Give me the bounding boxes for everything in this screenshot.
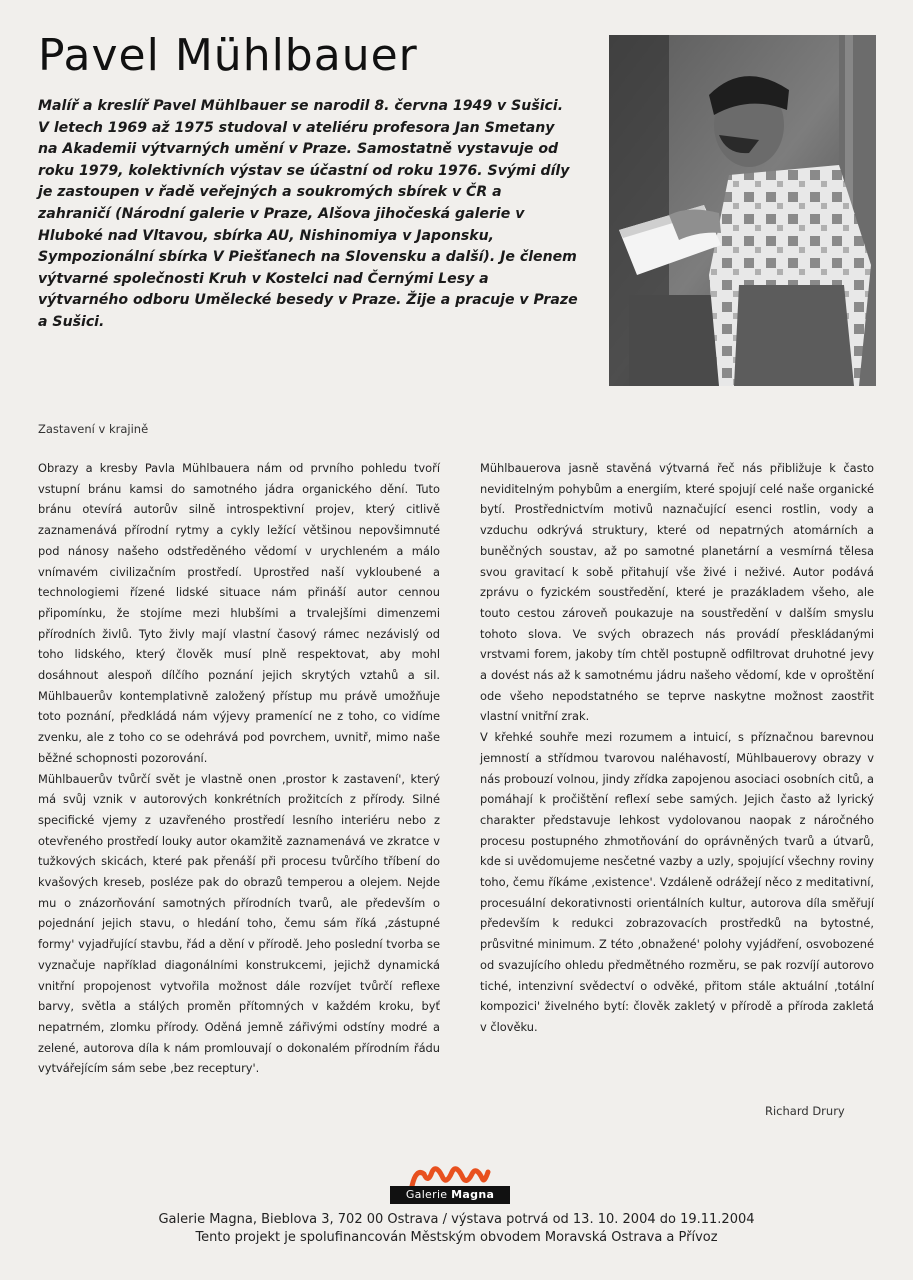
essay-paragraph: Mühlbauerova jasně stavěná výtvarná řeč nás přibližuje k často neviditelným pohybům a energiím, které spojují celé naše organické bytí. Prostřednictvím motivů naznačující esenci rostlin, vody a vzduchu odkrývá struktury, které od nepatrných atomárních a buněčných soustav, až po samotné planetární a vesmírná tělesa svou gravitací k sobě přitahují vše živé i neživé. Autor podává zprávu o fyzickém soustředění, které je prazákladem všeho, ale touto cestou zároveň poukazuje na soustředění v dalším smyslu tohoto slova. Ve svých obrazech nás provádí přeskládanými vrstvami forem, jakoby tím chtěl postupně odfiltrovat druhotné jevy a dovést nás až k samotnému jádru našeho vědomí, kde v oproštění ode všeho nepodstatného se teprve naskytne možnost zaostřit vlastní vnitřní zrak. [480,461,874,724]
logo-name: Magna [451,1188,495,1201]
footer-funding-note: Tento projekt je spolufinancován Městským obvodem Moravská Ostrava a Přívoz [195,1230,718,1245]
essay-author-signature: Richard Drury [765,1104,845,1118]
essay-paragraph: V křehké souhře mezi rozumem a intuicí, s příznačnou barevnou jemností a střídmou tvarovou naléhavostí, Mühlbauerovy obrazy v nás probouzí volnou, jindy zřídka zapojenou asociaci osobních citů, a pomáhají k pročištění reflexí sebe samých. Jejich často až lyrický charakter představuje lehkost vydolovanou naopak z náročného procesu postupného zhmotňování do oprávněných tvarů a útvarů, kde si uvědomujeme nesčetné vazby a uzly, spojující všechny roviny toho, čemu říkáme ‚existence'. Vzdáleně odrážejí něco z meditativní, procesuální dekorativnosti orientálních kultur, autorova díla směřují především k redukci zobrazovacích prostředků na bytostné, průsvitné minimum. Z této ‚obnažené' polohy vyjádření, osvobozené od svazujícího ohledu předmětného rozměru, se pak rozvíjí autorovo tiché, intenzivní svědectví o odvěké, přitom stále aktuální ‚totální kompozici' živelného bytí: člověk zakletý v přírodě a příroda zakletá v člověku. [480,730,874,1034]
essay-left-column [38,458,440,1079]
logo-prefix: Galerie [405,1188,448,1201]
artist-portrait-photo [609,35,876,386]
essay-paragraph: Obrazy a kresby Pavla Mühlbauera nám od prvního pohledu tvoří vstupní bránu kamsi do samotného jádra organického dění. Tuto bránu otevírá autorův silně introspektivní projev, který citlivě zaznamenává přírodní rytmy a cykly ležící většinou nepovšimnuté pod nánosy našeho odstředěného vědomí v urychleném a málo vnímavém civilizačním prostředí. Uprostřed naší vykloubené a technologiemi řízené lidské situace nám přináší autor cennou připomínku, že stojíme mezi hlubšími a trvalejšími dimenzemi přírodních živlů. Tyto živly mají vlastní časový rámec nezávislý od toho lidského, který člověk musí plně respektovat, aby mohl dosáhnout alespoň dílčího poznání jejich skrytých vztahů a sil. Mühlbauerův kontemplativně založený přístup mu právě umožňuje toto poznání, předkládá nám výjevy pramenící ne z toho, co vidíme zvenku, ale z toho co se odehrává pod povrchem, uvnitř, mimo naše běžné schopnosti pozorování. [38,461,440,765]
artist-biography: Malíř a kreslíř Pavel Mühlbauer se narodil 8. června 1949 v Sušici. V letech 1969 až 1975 studoval v ateliéru profesora Jan Smetany na Akademii výtvarných umění v Praze. Samostatně vystavuje od roku 1979, kolektivních výstav se účastní od roku 1976. Svými díly je zastoupen v řadě veřejných a soukromých sbírek v ČR a zahraničí (Národní galerie v Praze, Alšova jihočeská galerie v Hluboké nad Vltavou, sbírka AU, Nishinomiya v Japonsku, Sympozionální sbírka V Piešťanech na Slovensku a další). Je členem výtvarné společnosti Kruh v Kostelci nad Černými Lesy a výtvarného odboru Umělecké besedy v Praze. Žije a pracuje v Praze a Sušici. [38,98,578,330]
logo-text-bar [390,1186,510,1204]
essay-paragraph: Mühlbauerův tvůrčí svět je vlastně onen ‚prostor k zastavení', který má svůj vznik v autorových konkrétních prožitcích z přírody. Silné specifické vjemy z uzavřeného prostředí lesního interiéru nebo z otevřeného prostředí louky autor okamžitě zaznamenává ve zkratce v tužkových skicách, které pak přenáší při procesu tvůrčího tříbení do kvašových kreseb, posléze pak do obrazů temperou a olejem. Nejde mu o znázorňování samotných přírodních tvarů, ale především o pojednání jejich stavu, o hledání toho, čemu sám říká ‚zástupné formy' vyjadřující stavbu, řád a dění v přírodě. Jeho poslední tvorba se vyznačuje například diagonálními konstrukcemi, jejichž dynamická vnitřní propojenost vytvořila možnost dále rozvíjet tvůrčí reflexe barvy, světla a stálých proměn přítomných v každém kroku, byť nepatrném, zlomku přírody. Oděná jemně zářivými odstíny modré a zelené, autorova díla k nám promlouvají o dokonalém přírodním řádu vytvářejícím sám sebe ‚bez receptury'. [38,771,440,1076]
essay-section-title: Zastavení v krajině [38,422,149,436]
galerie-magna-logo [390,1162,510,1204]
portrait-photo-icon [609,35,876,386]
page-title: Pavel Mühlbauer [38,30,418,81]
footer-address: Galerie Magna, Bieblova 3, 702 00 Ostrava / výstava potrvá od 13. 10. 2004 do 19.11.2004 [158,1212,755,1227]
galerie-magna-logo-icon [390,1162,510,1188]
essay-right-column [480,458,874,1038]
